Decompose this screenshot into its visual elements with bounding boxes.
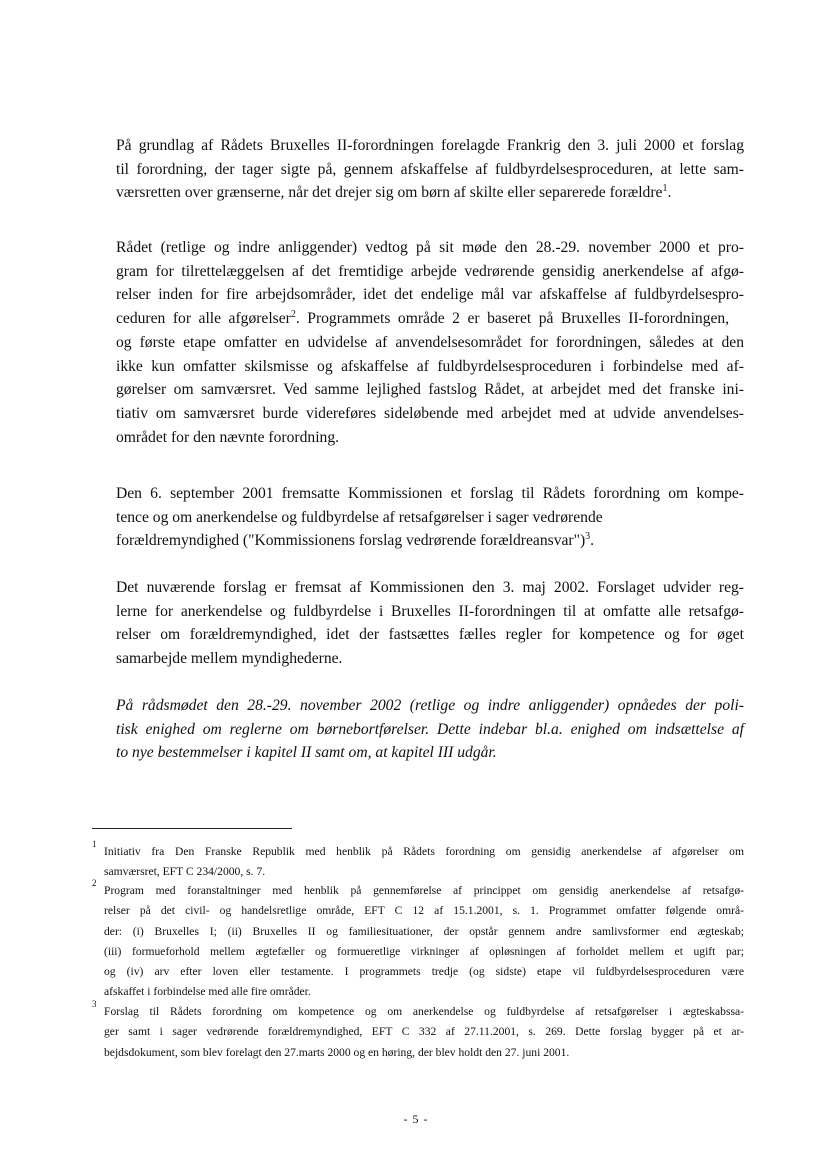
- footnote-line: der: (i) Bruxelles I; (ii) Bruxelles II og familiesituationer, der opstår gennem andre samlivsformer end ægteskab;: [104, 924, 744, 938]
- footnote-line: afskaffet i forbindelse med alle fire områder.: [104, 985, 311, 999]
- paragraph-1: [116, 134, 744, 205]
- paragraph-line: [116, 307, 744, 331]
- footnote-line: Forslag til Rådets forordning om kompetence og om anerkendelse og fuldbyrdelse af retsafgørelser i ægteskabssa-: [104, 1005, 744, 1018]
- footnote-line: bejdsdokument, som blev forelagt den 27.marts 2000 og en høring, der blev holdt den 27. juni 2001.: [104, 1045, 570, 1059]
- footnote-1: [92, 839, 744, 883]
- footnote-line: ger samt i sager vedrørende forældremyndighed, EFT C 332 af 27.11.2001, s. 269. Dette forslag bygger på et ar-: [104, 1025, 744, 1039]
- paragraph-line: ikke kun omfatter skilsmisse og afskaffelse af fuldbyrdelsesproceduren i forbindelse med af-: [116, 357, 744, 375]
- paragraph-line: tiativ om samværsret burde videreføres sideløbende med arbejdet med at udvide anvendelses-: [116, 404, 744, 422]
- paragraph-line: tence og om anerkendelse og fuldbyrdelse af retsafgørelser i sager vedrørende: [116, 508, 603, 526]
- footnote-line: (iii) formueforhold mellem ægtefæller og formueretlige virkninger af opløsningen af forholdet mellem et ugift par;: [104, 944, 744, 958]
- footnote-2: [92, 878, 744, 1003]
- footnote-number: 3: [92, 999, 97, 1009]
- paragraph-line: og første etape omfatter en udvidelse af anvendelsesområdet for forordningen, således at den: [116, 333, 744, 351]
- paragraph-line: På rådsmødet den 28.-29. november 2002 (retlige og indre anliggender) opnåedes der poli-: [116, 697, 744, 714]
- paragraph-3: [116, 482, 744, 553]
- footnote-reference: 2: [290, 309, 296, 321]
- footnote-line: samværsret, EFT C 234/2000, s. 7.: [104, 865, 266, 879]
- footnote-3: [92, 999, 744, 1063]
- paragraph-line: Rådet (retlige og indre anliggender) vedtog på sit møde den 28.-29. november 2000 et pro-: [116, 239, 744, 256]
- paragraph-line: [116, 529, 744, 553]
- paragraph-text: .: [590, 532, 595, 550]
- paragraph-line: samarbejde mellem myndighederne.: [116, 650, 343, 668]
- page-number: - 5 -: [403, 1112, 429, 1126]
- paragraph-2: [116, 236, 744, 449]
- paragraph-line: gørelser om samværsret. Ved samme lejlighed fastslog Rådet, at arbejdet med det franske ini-: [116, 381, 744, 399]
- paragraph-text: forældremyndighed ("Kommissionens forslag vedrørende forældreansvar"): [116, 532, 586, 550]
- paragraph-line: to nye bestemmelser i kapitel II samt om, at kapitel III udgår.: [116, 744, 497, 762]
- paragraph-line: relser inden for fire arbejdsområder, idet det endelige mål var afskaffelse af fuldbyrdelsespro-: [116, 286, 744, 304]
- paragraph-text: værsretten over grænserne, når det drejer sig om børn af skilte eller separerede forældre: [116, 184, 663, 202]
- footnote-reference: 3: [585, 531, 591, 543]
- footnote-line: og (iv) arv efter loven eller testamente. I programmets tredje (og sidste) etape vil fuldbyrdelsesproceduren være: [104, 965, 744, 979]
- paragraph-line: til forordning, der tager sigte på, gennem afskaffelse af fuldbyrdelsesproceduren, at lette sam-: [116, 160, 744, 178]
- paragraph-line: relser om forældremyndighed, idet der fastsættes fælles regler for kompetence og for øget: [116, 626, 744, 644]
- paragraph-line: området for den nævnte forordning.: [116, 428, 340, 446]
- paragraph-line: Det nuværende forslag er fremsat af Kommissionen den 3. maj 2002. Forslaget udvider reg-: [116, 579, 744, 596]
- paragraph-5-italic: [116, 694, 744, 765]
- paragraph-line: Den 6. september 2001 fremsatte Kommissionen et forslag til Rådets forordning om kompe-: [116, 485, 744, 502]
- footnote-reference: 1: [662, 183, 668, 195]
- footnote-number: 1: [92, 839, 97, 849]
- paragraph-line: På grundlag af Rådets Bruxelles II-forordningen forelagde Frankrig den 3. juli 2000 et forslag: [116, 137, 744, 154]
- paragraph-text: . Programmets område 2 er baseret på Bruxelles II-forordningen,: [295, 310, 730, 328]
- footnote-line: Initiativ fra Den Franske Republik med henblik på Rådets forordning om gensidig anerkendelse af afgørelser om: [104, 845, 744, 858]
- paragraph-line: tisk enighed om reglerne om børnebortførelser. Dette indebar bl.a. enighed om indsættelse af: [116, 720, 744, 738]
- paragraph-text: .: [667, 184, 672, 202]
- footnote-line: relser på det civil- og handelsretlige område, EFT C 12 af 15.1.2001, s. 1. Programmet omfatter følgende områ-: [104, 904, 744, 918]
- footnote-line: Program med foranstaltninger med henblik på gennemførelse af princippet om gensidig anerkendelse af retsafgø-: [104, 884, 744, 897]
- paragraph-text: ceduren for alle afgørelser: [116, 310, 291, 328]
- paragraph-line: gram for tilrettelæggelsen af det fremtidige arbejde vedrørende gensidig anerkendelse af afgø-: [116, 262, 744, 280]
- footnote-divider: [92, 828, 292, 829]
- paragraph-line: lerne for anerkendelse og fuldbyrdelse i Bruxelles II-forordningen til at omfatte alle retsafgø-: [116, 602, 744, 620]
- paragraph-line: [116, 181, 744, 205]
- paragraph-4: [116, 576, 744, 671]
- footnote-number: 2: [92, 878, 97, 888]
